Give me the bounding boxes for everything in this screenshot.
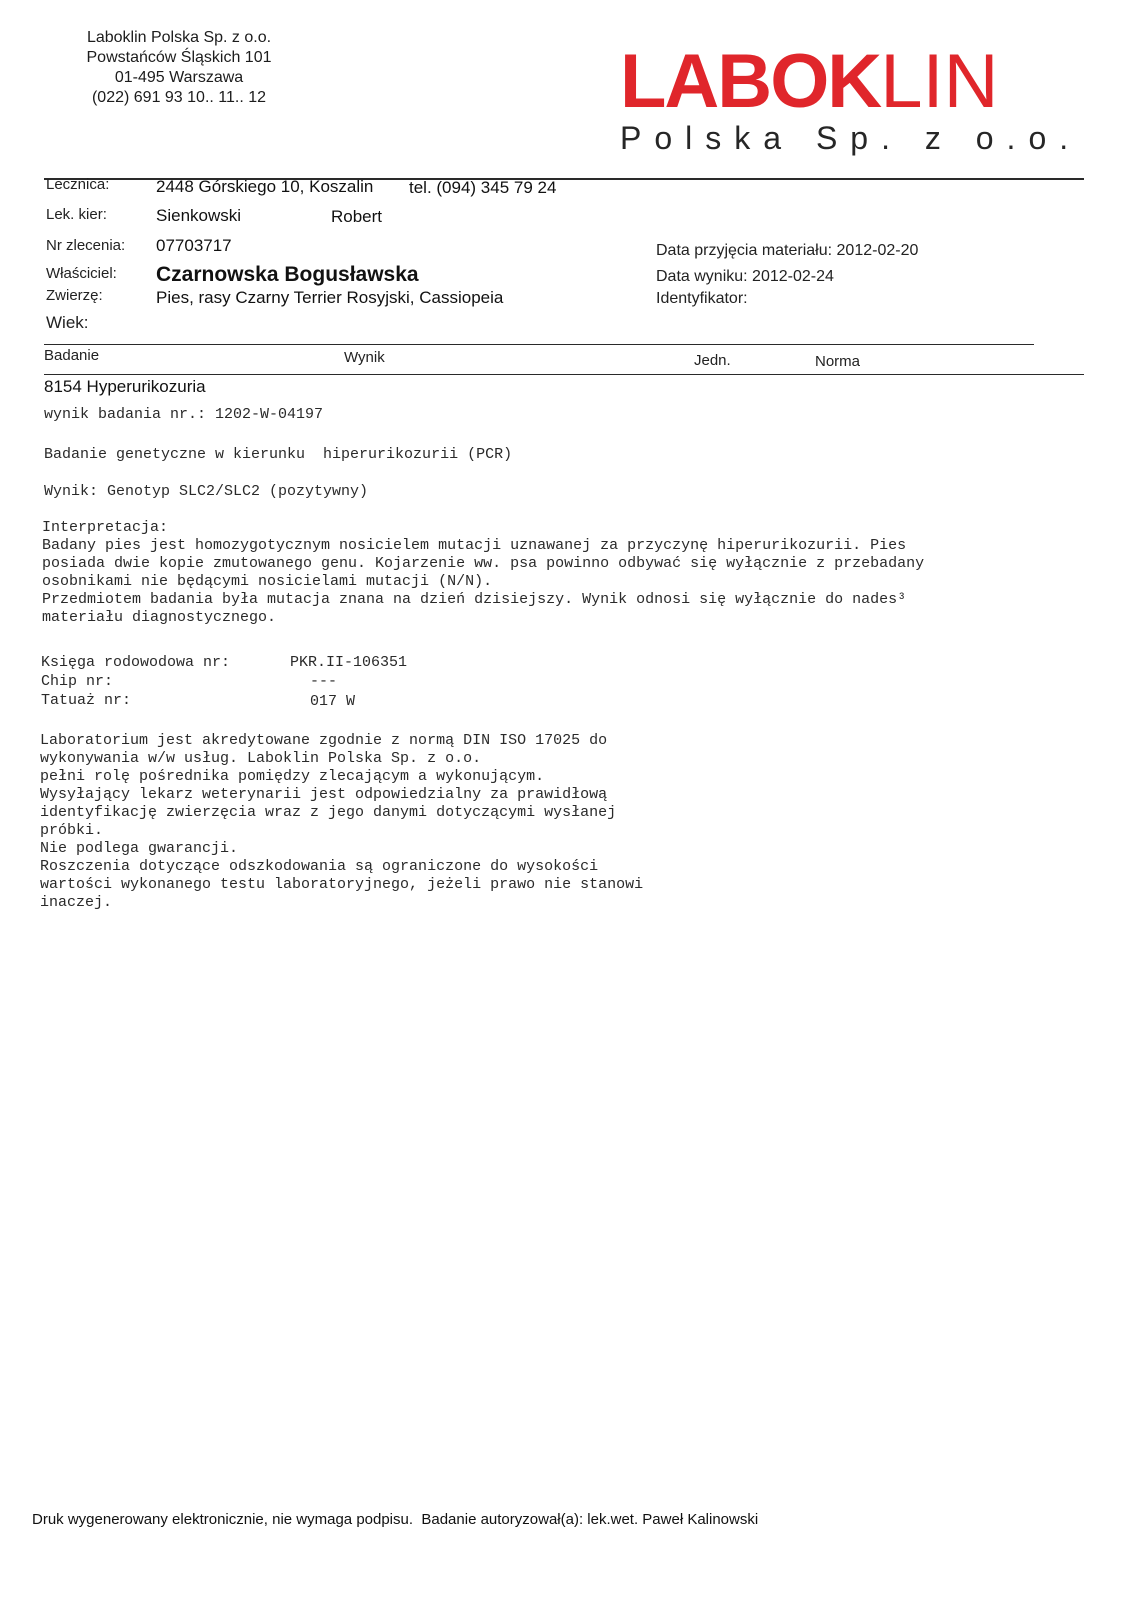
received-value: 2012-02-20 xyxy=(836,242,919,259)
disclaimer-line: wykonywania w/w usług. Laboklin Polska Sp. z o.o. xyxy=(40,750,482,767)
received-date xyxy=(656,242,918,260)
result-date xyxy=(656,268,834,286)
col-result-header: Wynik xyxy=(344,349,385,366)
test-title: 8154 Hyperurikozuria xyxy=(44,377,206,396)
chip-label: Chip nr: xyxy=(41,673,114,690)
footer-note: Druk wygenerowany elektronicznie, nie wymaga podpisu. Badanie autoryzował(a): lek.wet. Paweł Kalinowski xyxy=(32,1511,759,1528)
disclaimer-block xyxy=(40,732,643,912)
disclaimer-line: pełni rolę pośrednika pomiędzy zlecającym a wykonującym. xyxy=(40,768,545,785)
test-description: Badanie genetyczne w kierunku hiperurikozurii (PCR) xyxy=(44,446,513,463)
test-number: wynik badania nr.: 1202-W-04197 xyxy=(44,406,324,423)
logo-subtitle: Polska Sp. z o.o. xyxy=(620,120,1082,156)
order-label: Nr zlecenia: xyxy=(46,237,126,254)
interpretation-line: materiału diagnostycznego. xyxy=(42,609,277,626)
doctor-surname: Sienkowski xyxy=(156,206,242,225)
received-label: Data przyjęcia materiału: xyxy=(656,242,833,259)
col-test-header: Badanie xyxy=(44,347,100,364)
interpretation-line: Przedmiotem badania była mutacja znana na dzień dzisiejszy. Wynik odnosi się wyłącznie do nades³ xyxy=(42,591,907,608)
chip-value: --- xyxy=(310,673,338,690)
interpretation-line: posiada dwie kopie zmutowanego genu. Kojarzenie ww. psa powinno odbywać się wyłącznie z przebadany xyxy=(42,555,925,572)
animal-value: Pies, rasy Czarny Terrier Rosyjski, Cassiopeia xyxy=(156,288,504,307)
table-top-rule xyxy=(44,344,1034,345)
doctor-name: Robert xyxy=(331,207,383,226)
owner-label: Właściciel: xyxy=(46,265,117,282)
clinic-label: Lecznica: xyxy=(46,176,110,193)
table-header-rule xyxy=(44,374,1084,375)
disclaimer-line: próbki. xyxy=(40,822,104,839)
disclaimer-line: Wysyłający lekarz weterynarii jest odpowiedzialny za prawidłową xyxy=(40,786,608,803)
test-result: Wynik: Genotyp SLC2/SLC2 (pozytywny) xyxy=(44,483,369,500)
disclaimer-line: Roszczenia dotyczące odszkodowania są ograniczone do wysokości xyxy=(40,858,599,875)
age-label: Wiek: xyxy=(46,313,89,332)
disclaimer-line: identyfikację zwierzęcia wraz z jego danymi dotyczącymi wysłanej xyxy=(40,804,617,821)
order-value: 07703717 xyxy=(156,236,232,255)
sender-name: Laboklin Polska Sp. z o.o. xyxy=(86,29,272,46)
col-norm-header: Norma xyxy=(815,353,861,370)
interpretation-line: Interpretacja: xyxy=(42,519,169,536)
disclaimer-line: wartości wykonanego testu laboratoryjnego, jeżeli prawo nie stanowi xyxy=(40,876,644,893)
col-unit-header: Jedn. xyxy=(694,352,731,369)
doctor-label: Lek. kier: xyxy=(46,206,107,223)
interpretation-line: Badany pies jest homozygotycznym nosicielem mutacji uznawanej za przyczynę hiperurikozurii. Pies xyxy=(42,537,907,554)
clinic-value: 2448 Górskiego 10, Koszalin xyxy=(156,177,374,196)
registry-label: Księga rodowodowa nr: xyxy=(41,654,231,671)
laboklin-logo xyxy=(620,39,1082,156)
clinic-phone: tel. (094) 345 79 24 xyxy=(409,178,557,197)
logo-word-light: LIN xyxy=(880,39,999,124)
tattoo-value: 017 W xyxy=(310,693,356,710)
registry-value: PKR.II-106351 xyxy=(290,654,408,671)
interpretation-line: osobnikami nie będącymi nosicielami mutacji (N/N). xyxy=(42,573,493,590)
sender-city: 01-495 Warszawa xyxy=(114,69,244,86)
disclaimer-line: Nie podlega gwarancji. xyxy=(40,840,239,857)
result-date-label: Data wyniku: xyxy=(656,268,748,285)
interpretation-block xyxy=(42,519,924,627)
tattoo-label: Tatuaż nr: xyxy=(41,692,132,709)
sender-phone: (022) 691 93 10.. 11.. 12 xyxy=(91,89,267,106)
sender-street: Powstańców Śląskich 101 xyxy=(86,49,272,66)
result-date-value: 2012-02-24 xyxy=(752,268,834,285)
sender-address xyxy=(80,28,278,108)
disclaimer-line: inaczej. xyxy=(40,894,113,911)
logo-wordmark xyxy=(620,39,1081,124)
owner-value: Czarnowska Bogusławska xyxy=(156,263,419,286)
animal-label: Zwierzę: xyxy=(46,287,103,304)
disclaimer-line: Laboratorium jest akredytowane zgodnie z normą DIN ISO 17025 do xyxy=(40,732,608,749)
logo-word-bold: LABOK xyxy=(620,39,881,124)
identifier-label: Identyfikator: xyxy=(656,290,748,307)
